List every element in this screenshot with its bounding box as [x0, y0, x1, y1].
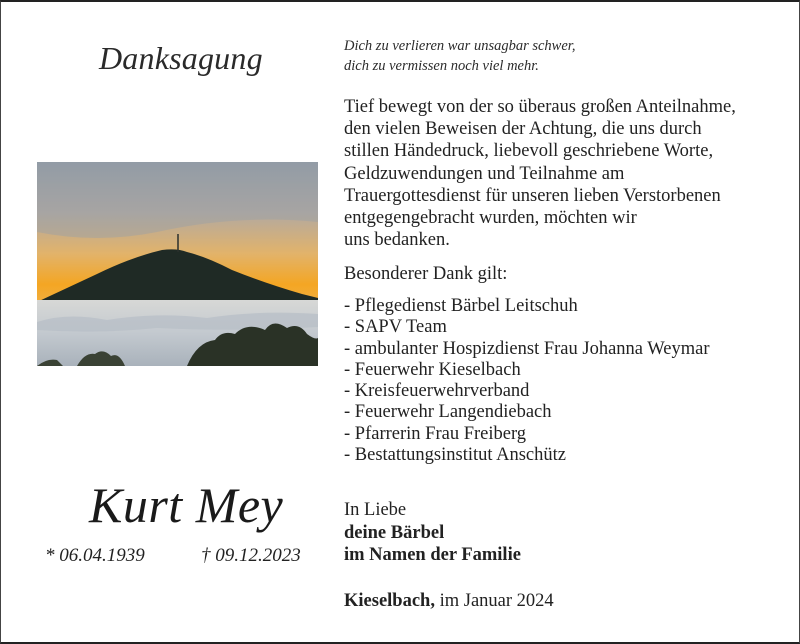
list-item: - Pflegedienst Bärbel Leitschuh	[344, 296, 578, 316]
signature	[344, 499, 521, 567]
deceased-name: Kurt Mey	[89, 477, 284, 533]
list-item: - Feuerwehr Kieselbach	[344, 359, 521, 380]
list-item: - SAPV Team	[344, 317, 447, 338]
heading: Danksagung	[99, 40, 263, 76]
place-date-text: im Januar 2024	[439, 591, 554, 611]
signature-name: deine Bärbel	[344, 522, 445, 543]
list-item: - Feuerwehr Langendiebach	[344, 402, 552, 423]
special-thanks-heading: Besonderer Dank gilt:	[344, 264, 508, 284]
birth-date: * 06.04.1939	[45, 545, 145, 566]
place-town: Kieselbach,	[344, 591, 435, 611]
list-item: - Pfarrerin Frau Freiberg	[344, 423, 527, 444]
thanks-line: den vielen Beweisen der Achtung, die uns durch	[344, 119, 702, 140]
list-item: - Bestattungsinstitut Anschütz	[344, 445, 566, 466]
death-date: † 09.12.2023	[201, 545, 301, 566]
mountain-sunset-photo	[37, 162, 318, 366]
thanks-line: stillen Händedruck, liebevoll geschriebene Worte,	[344, 141, 714, 162]
signature-family: im Namen der Familie	[344, 545, 521, 565]
motto-line: dich zu vermissen noch viel mehr.	[344, 58, 539, 74]
thanks-line: Tief bewegt von der so überaus großen Anteilnahme,	[344, 97, 736, 117]
thanks-paragraph	[344, 96, 736, 251]
thanks-line: Geldzuwendungen und Teilnahme am	[344, 163, 625, 184]
motto-line: Dich zu verlieren war unsagbar schwer,	[344, 38, 576, 54]
list-item: - ambulanter Hospizdienst Frau Johanna Weymar	[344, 338, 710, 359]
place-date	[344, 591, 554, 612]
list-item: - Kreisfeuerwehrverband	[344, 381, 530, 402]
signature-intro: In Liebe	[344, 500, 407, 520]
motto	[344, 36, 575, 76]
thanks-line: Trauergottesdienst für unseren lieben Verstorbenen	[344, 185, 721, 206]
thanks-line: entgegengebracht wurden, möchten wir	[344, 208, 637, 229]
special-thanks-list	[344, 296, 710, 466]
thanks-line: uns bedanken.	[344, 230, 450, 251]
